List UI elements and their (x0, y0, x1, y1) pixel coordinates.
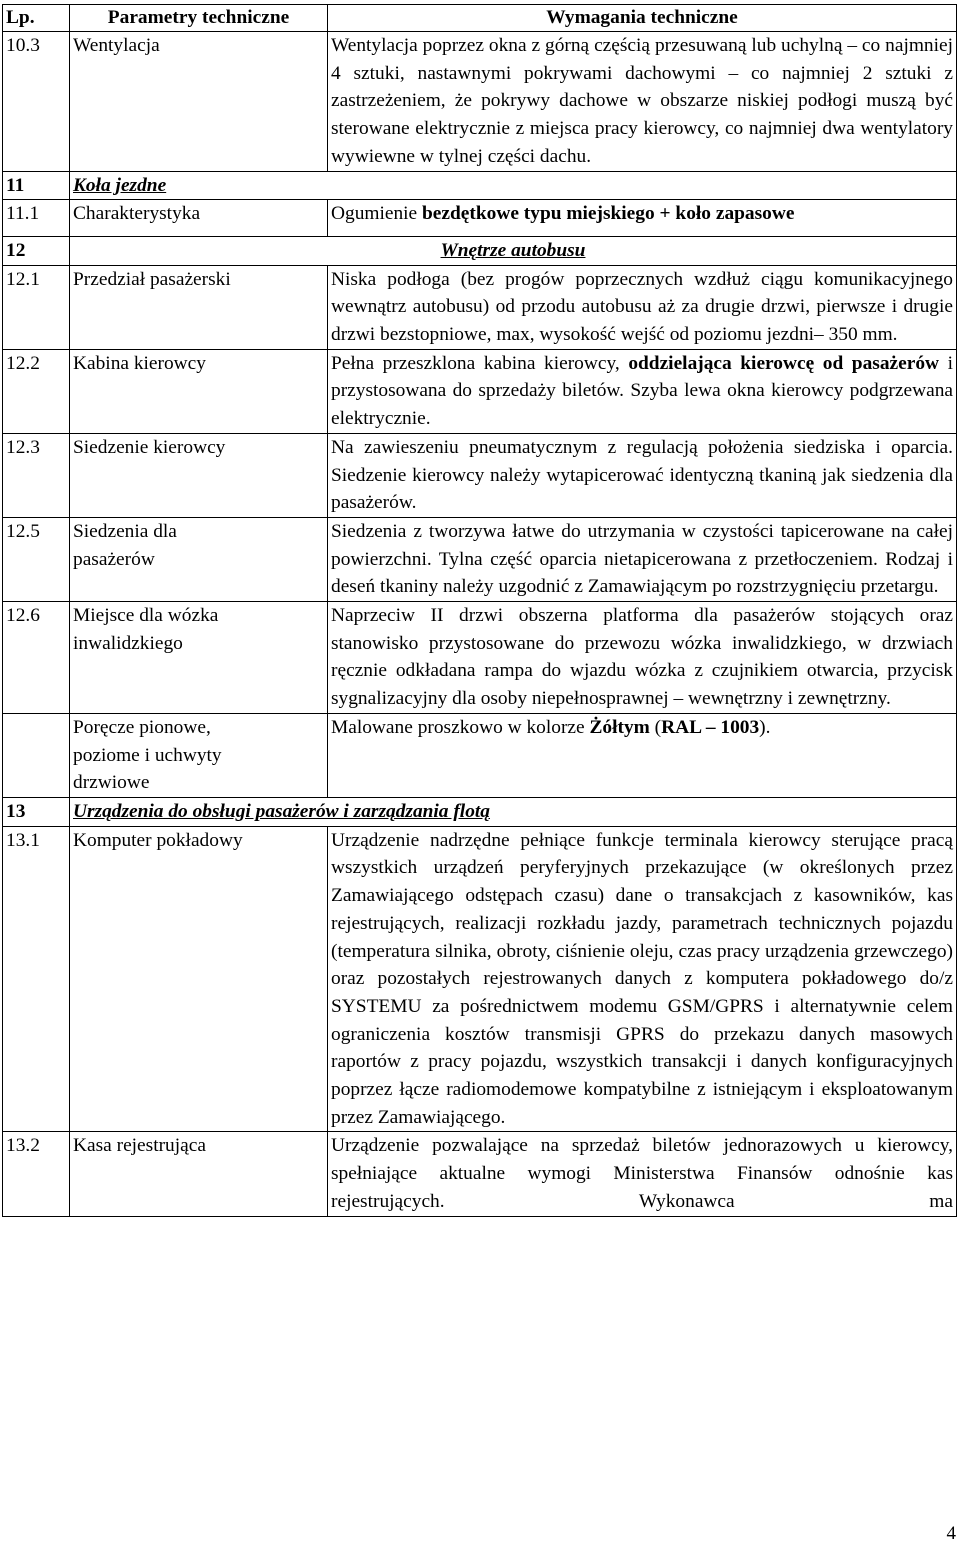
row-requirement: Urządzenie pozwalające na sprzedaż biletów jednorazowych u kierowcy, spełniające aktualne wymogi Ministerstwa Finansów odnośnie kas rejestrujących. Wykonawca ma (328, 1132, 957, 1216)
section-number: 12 (3, 236, 70, 265)
row-number: 12.5 (3, 517, 70, 601)
row-parameter: Siedzenia dla pasażerów (70, 517, 328, 601)
row-number: 12.1 (3, 265, 70, 349)
row-parameter: Wentylacja (70, 32, 328, 172)
row-number: 13.1 (3, 826, 70, 1132)
row-parameter: Miejsce dla wózka inwalidzkiego (70, 602, 328, 714)
section-row (3, 171, 957, 200)
requirement-text: Pełna przeszklona kabina kierowcy, (331, 352, 629, 374)
row-requirement: Urządzenie nadrzędne pełniące funkcje terminala kierowcy sterujące pracą wszystkich urządzeń peryferyjnych przekazujące (w określonych przez Zamawiającego odstępach czasu) dane o transakcjach z kasowników, kas rejestrujących, realizacji rozkładu jazdy, parametrach technicznych pojazdu (temperatura silnika, obroty, ciśnienie oleju, czas pracy urządzenia grzewczego) oraz pozostałych rejestrowanych danych z komputera pokładowego do/z SYSTEMU za pośrednictwem modemu GSM/GPRS i alternatywnie celem ograniczenia kosztów transmisji GPRS do przekazu danych masowych raportów z pracy pojazdu, wszystkich transakcji i danych konfiguracyjnych poprzez łącze radiomodemowe kompatybilne z istniejącym i eksploatowanym przez Zamawiającego. (328, 826, 957, 1132)
row-requirement: Na zawieszeniu pneumatycznym z regulacją położenia siedziska i oparcia. Siedzenie kierowcy należy wytapicerować identyczną tkaniną jak siedzenia dla pasażerów. (328, 433, 957, 517)
section-title: Urządzenia do obsługi pasażerów i zarządzania flotą (73, 800, 490, 822)
row-requirement (328, 200, 957, 237)
requirement-text-end: i przystosowana do sprzedaży biletów. Szyba lewa okna kierowcy podgrzewana elektrycznie. (331, 352, 953, 430)
section-number: 11 (3, 171, 70, 200)
section-title: Wnętrze autobusu (440, 239, 586, 261)
row-requirement: Siedzenia z tworzywa łatwe do utrzymania w czystości tapicerowane na całej powierzchni. Tylna część oparcia nietapicerowana z przetłoczeniem. Rodzaj i deseń tkaniny należy uzgodnić z Zamawiającym po rozstrzygnięciu przetargu. (328, 517, 957, 601)
header-req: Wymagania techniczne (328, 5, 957, 32)
row-number (3, 713, 70, 797)
row-number: 11.1 (3, 200, 70, 237)
table-row (3, 713, 957, 797)
requirement-color-name: Żółtym (589, 716, 650, 738)
row-parameter: Charakterystyka (70, 200, 328, 237)
table-row (3, 265, 957, 349)
requirement-bold-text: bezdętkowe typu miejskiego + koło zapasowe (422, 203, 795, 225)
row-requirement (328, 713, 957, 797)
requirement-paren-close: ). (759, 716, 771, 738)
row-parameter: Komputer pokładowy (70, 826, 328, 1132)
requirement-paren-open: ( (649, 716, 662, 738)
row-number: 12.6 (3, 602, 70, 714)
section-title-cell (70, 797, 957, 826)
section-number: 13 (3, 797, 70, 826)
header-param: Parametry techniczne (70, 5, 328, 32)
row-number: 13.2 (3, 1132, 70, 1216)
requirement-bold-text: oddzielająca kierowcę od pasażerów (628, 352, 940, 374)
section-title-cell (70, 236, 957, 265)
row-parameter: Siedzenie kierowcy (70, 433, 328, 517)
requirement-text: Malowane proszkowo w kolorze (331, 716, 590, 738)
table-row (3, 826, 957, 1132)
table-row (3, 517, 957, 601)
header-lp: Lp. (3, 5, 70, 32)
table-row (3, 349, 957, 433)
page-number: 4 (946, 1523, 956, 1544)
row-number: 12.3 (3, 433, 70, 517)
table-row (3, 602, 957, 714)
row-parameter: Przedział pasażerski (70, 265, 328, 349)
row-parameter: Kasa rejestrująca (70, 1132, 328, 1216)
row-number: 10.3 (3, 32, 70, 172)
table-row (3, 1132, 957, 1216)
requirement-ral-code: RAL – 1003 (661, 716, 760, 738)
row-parameter: Kabina kierowcy (70, 349, 328, 433)
section-title: Koła jezdne (73, 174, 167, 196)
row-parameter: Poręcze pionowe, poziome i uchwyty drzwiowe (70, 713, 328, 797)
section-row (3, 236, 957, 265)
table-header-row (3, 5, 957, 32)
row-number: 12.2 (3, 349, 70, 433)
table-row (3, 200, 957, 237)
section-row (3, 797, 957, 826)
table-row (3, 32, 957, 172)
row-requirement: Niska podłoga (bez progów poprzecznych wzdłuż ciągu komunikacyjnego wewnątrz autobusu) od przodu autobusu aż za drugie drzwi, pierwsze i drugie drzwi bezstopniowe, max, wysokość wejść od poziomu jezdni– 350 mm. (328, 265, 957, 349)
row-requirement (328, 349, 957, 433)
requirement-text: Ogumienie (331, 203, 423, 225)
row-requirement: Wentylacja poprzez okna z górną częścią przesuwaną lub uchylną – co najmniej 4 sztuki, nastawnymi pokrywami dachowymi – co najmniej 2 sztuki z zastrzeżeniem, że pokrywy dachowe w obszarze niskiej podłogi muszą być sterowane elektrycznie z miejsca pracy kierowcy, co najmniej dwa wentylatory wywiewne w tylnej części dachu. (328, 32, 957, 172)
table-row (3, 433, 957, 517)
row-requirement: Naprzeciw II drzwi obszerna platforma dla pasażerów stojących oraz stanowisko przystosowane do przewozu wózka inwalidzkiego, w drzwiach ręcznie odkładana rampa do wjazdu wózka z czujnikiem otwarcia, przycisk sygnalizacyjny dla osoby niepełnosprawnej – wewnętrzny i zewnętrzny. (328, 602, 957, 714)
technical-requirements-table (2, 4, 957, 1217)
section-title-cell (70, 171, 957, 200)
